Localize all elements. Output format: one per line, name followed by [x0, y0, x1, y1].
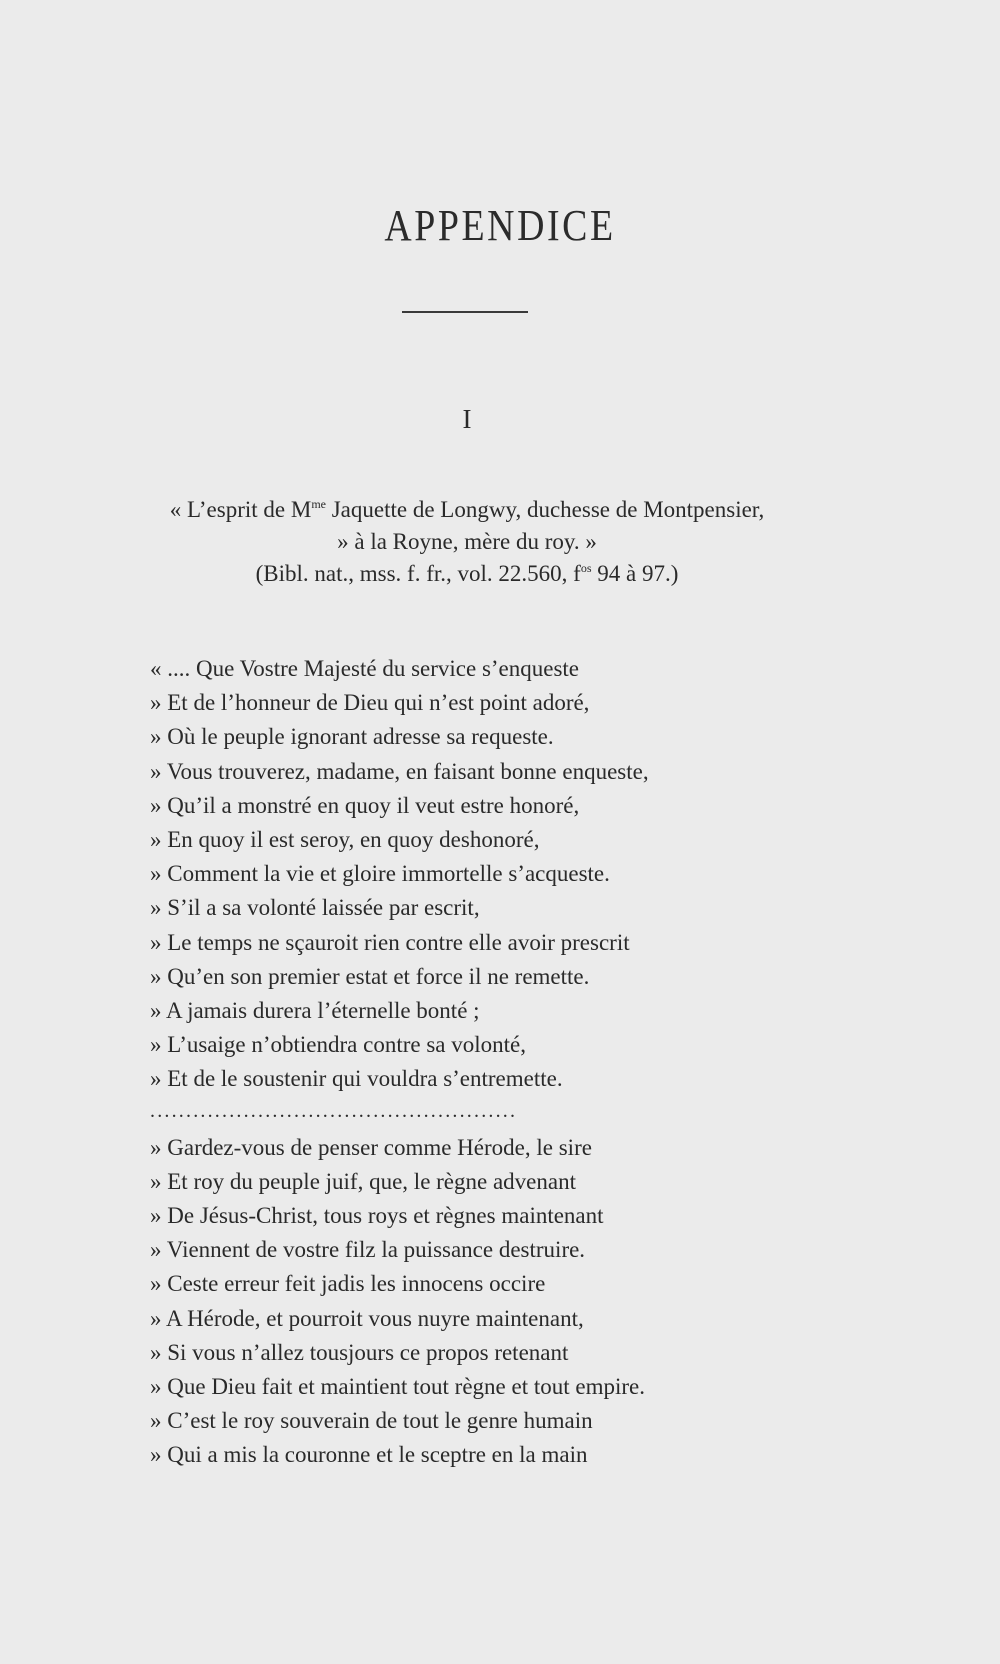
page-title: APPENDICE — [384, 201, 616, 250]
ellipsis-separator: ................................................... — [150, 1100, 518, 1123]
poem-line: » C’est le roy souverain de tout le genre humain — [150, 1408, 593, 1434]
poem-line: » A jamais durera l’éternelle bonté ; — [150, 997, 480, 1023]
poem-line: » Où le peuple ignorant adresse sa requeste. — [150, 724, 554, 750]
heading-line-1: « L’esprit de $M^{me}$ Jaquette de Longwy, duchesse de Montpensier, — [169, 497, 765, 522]
document-heading — [0, 494, 934, 590]
heading-line-2: » à la Royne, mère du roy. » — [337, 529, 597, 554]
poem-line: » En quoy il est seroy, en quoy deshonoré, — [150, 826, 540, 852]
poem-line: » Que Dieu fait et maintient tout règne et tout empire. — [150, 1373, 645, 1399]
section-number: I — [462, 404, 472, 434]
poem-line: » Ceste erreur feit jadis les innocens occire — [150, 1271, 546, 1297]
poem-line: » Qui a mis la couronne et le sceptre en la main — [150, 1442, 588, 1468]
poem-line: » Qu’en son premier estat et force il ne remette. — [150, 963, 590, 989]
title-rule — [402, 311, 528, 313]
poem-line: » Viennent de vostre filz la puissance destruire. — [150, 1237, 586, 1263]
poem-line: » Vous trouverez, madame, en faisant bonne enqueste, — [150, 758, 649, 784]
poem-line: » S’il a sa volonté laissée par escrit, — [150, 895, 480, 921]
poem-line: » Gardez-vous de penser comme Hérode, le sire — [150, 1134, 592, 1160]
poem-line: » Comment la vie et gloire immortelle s’acqueste. — [150, 861, 610, 887]
poem-line: » L’usaige n’obtiendra contre sa volonté, — [150, 1032, 526, 1058]
poem-body — [150, 652, 790, 1473]
poem-line: » Le temps ne sçauroit rien contre elle avoir prescrit — [150, 929, 630, 955]
poem-line: » Si vous n’allez tousjours ce propos retenant — [150, 1339, 569, 1365]
poem-line: » De Jésus-Christ, tous roys et règnes maintenant — [150, 1203, 604, 1228]
poem-line: » Et roy du peuple juif, que, le règne advenant — [150, 1168, 576, 1194]
heading-line-3: (Bibl. nat., mss. f. fr., vol. 22.560, $f^{os}$ 94 à 97.) — [255, 561, 679, 586]
poem-line: « .... Que Vostre Majesté du service s’enqueste — [150, 656, 580, 681]
poem-line: » Et de le soustenir qui vouldra s’entremette. — [150, 1066, 563, 1092]
poem-line: » Et de l’honneur de Dieu qui n’est point adoré, — [150, 690, 590, 716]
poem-line: » Qu’il a monstré en quoy il veut estre honoré, — [150, 792, 580, 818]
poem-line: » A Hérode, et pourroit vous nuyre maintenant, — [150, 1305, 584, 1331]
